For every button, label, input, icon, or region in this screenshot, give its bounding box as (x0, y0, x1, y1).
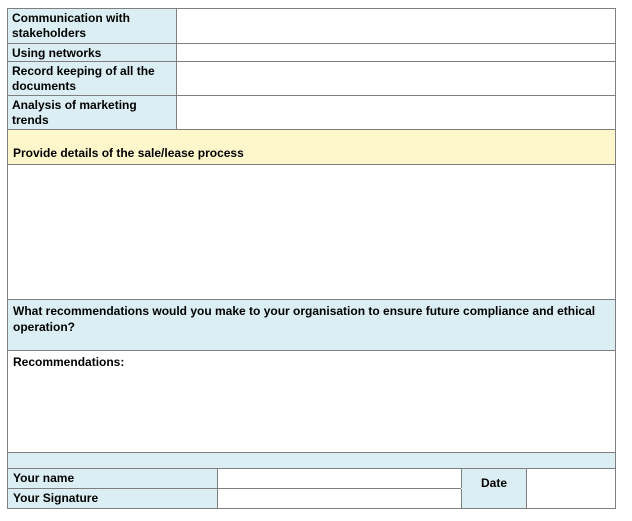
skill-label-communication: Communication with stakeholders (8, 9, 177, 43)
assessment-form (7, 8, 616, 509)
name-row (8, 469, 461, 489)
signature-field[interactable] (218, 489, 462, 508)
skill-field-record-keeping[interactable] (177, 62, 615, 95)
skill-label-record-keeping: Record keeping of all the documents (8, 62, 177, 95)
sale-lease-heading-row (8, 130, 615, 165)
skill-row-marketing-trends (8, 96, 615, 130)
recommendations-label: Recommendations: (13, 355, 125, 369)
skill-label-networks: Using networks (8, 44, 177, 61)
date-label: Date (462, 469, 527, 508)
skill-label-marketing-trends: Analysis of marketing trends (8, 96, 177, 129)
skill-row-networks (8, 44, 615, 62)
skill-field-networks[interactable] (177, 44, 615, 61)
skill-field-marketing-trends[interactable] (177, 96, 615, 129)
recommendations-question: What recommendations would you make to your organisation to ensure future compliance and ethical operation? (13, 304, 596, 334)
skill-row-communication (8, 9, 615, 44)
signature-label: Your Signature (8, 489, 218, 508)
sale-lease-answer-field[interactable] (8, 165, 615, 300)
recommendations-answer-row (8, 351, 615, 453)
sale-lease-heading: Provide details of the sale/lease process (13, 146, 244, 160)
skill-row-record-keeping (8, 62, 615, 96)
date-field[interactable] (527, 469, 615, 508)
recommendations-answer-field[interactable] (8, 373, 615, 452)
signature-row (8, 489, 461, 508)
separator-band (8, 453, 615, 469)
skill-field-communication[interactable] (177, 9, 615, 43)
recommendations-question-row (8, 300, 615, 351)
name-label: Your name (8, 469, 218, 488)
name-field[interactable] (218, 469, 462, 488)
